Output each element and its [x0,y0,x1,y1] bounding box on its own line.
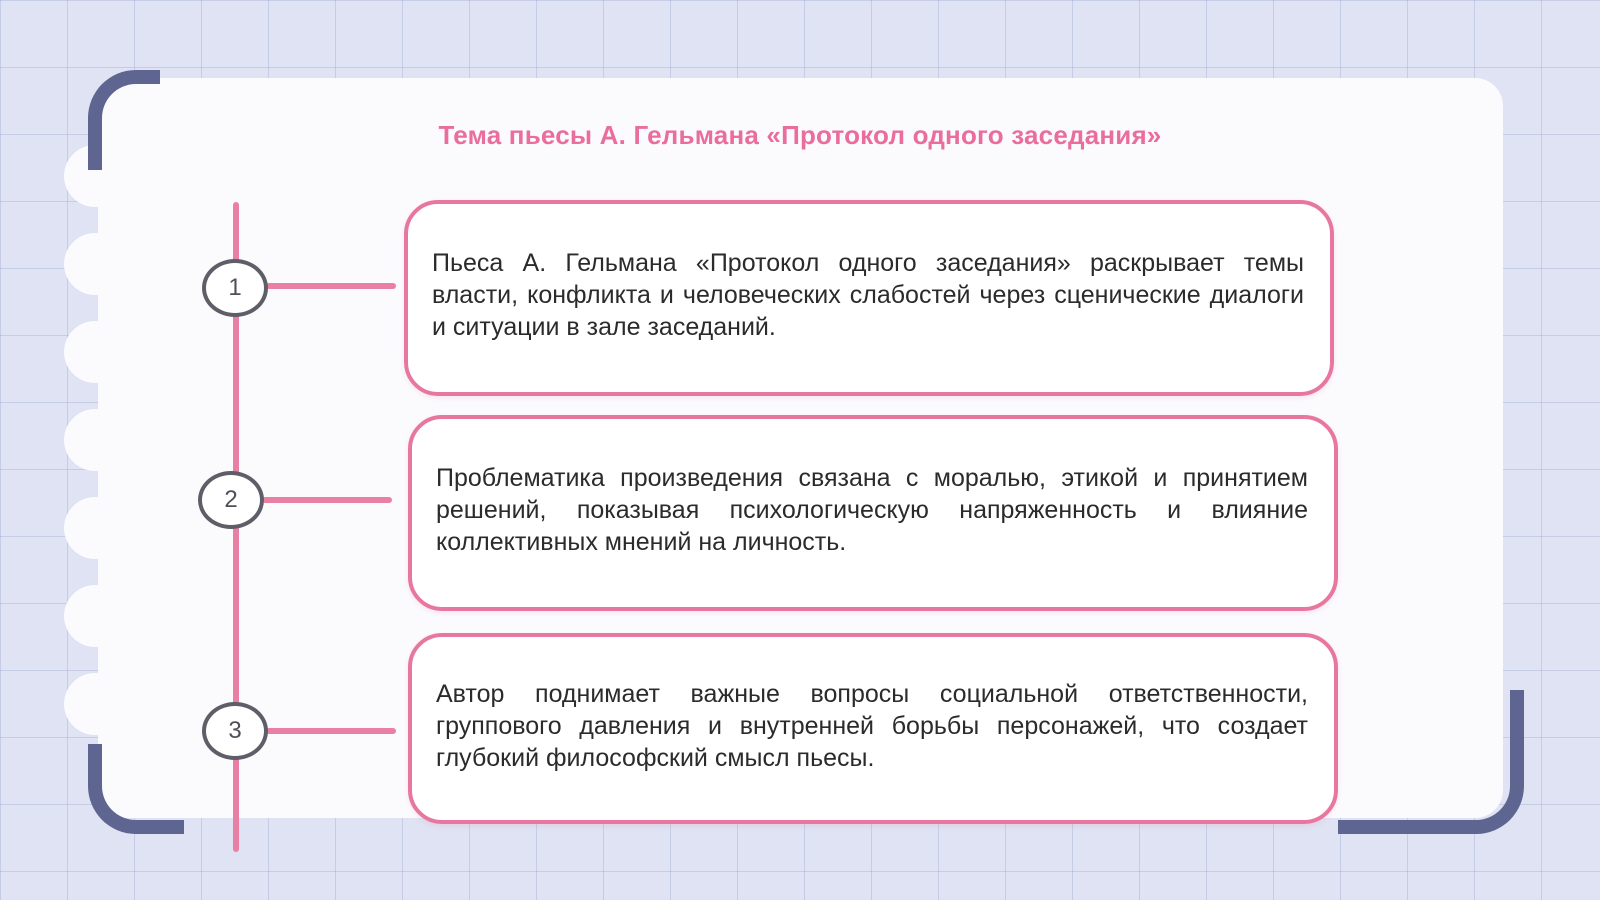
step-card-text: Пьеса А. Гельмана «Протокол одного заседания» раскрывает темы власти, конфликта и человеческих слабостей через сценические диалоги и ситуации в зале заседаний. [432,249,1304,341]
paper-scallop [64,585,126,647]
timeline-connector-3 [266,728,396,734]
step-card-1 [404,200,1334,396]
timeline-connector-1 [266,283,396,289]
slide-title: Тема пьесы А. Гельмана «Протокол одного заседания» [438,120,1162,150]
corner-bracket-bottom-right [1338,690,1524,834]
paper-scallop [64,321,126,383]
paper-scallop [64,673,126,735]
step-number-2: 2 [198,471,264,529]
paper-scallop [64,497,126,559]
step-number-1: 1 [202,259,268,317]
paper-scallop [64,233,126,295]
step-card-text: Проблематика произведения связана с моралью, этикой и принятием решений, показывая психологическую напряженность и влияние коллективных мнений на личность. [436,464,1308,556]
corner-bracket-bottom-left [88,744,184,834]
step-card-text: Автор поднимает важные вопросы социальной ответственности, группового давления и внутренней борьбы персонажей, что создает глубокий философский смысл пьесы. [436,679,1308,772]
step-card-3 [408,633,1338,824]
timeline-connector-2 [262,497,392,503]
step-card-2 [408,415,1338,611]
step-number-3: 3 [202,702,268,760]
paper-scallop [64,409,126,471]
